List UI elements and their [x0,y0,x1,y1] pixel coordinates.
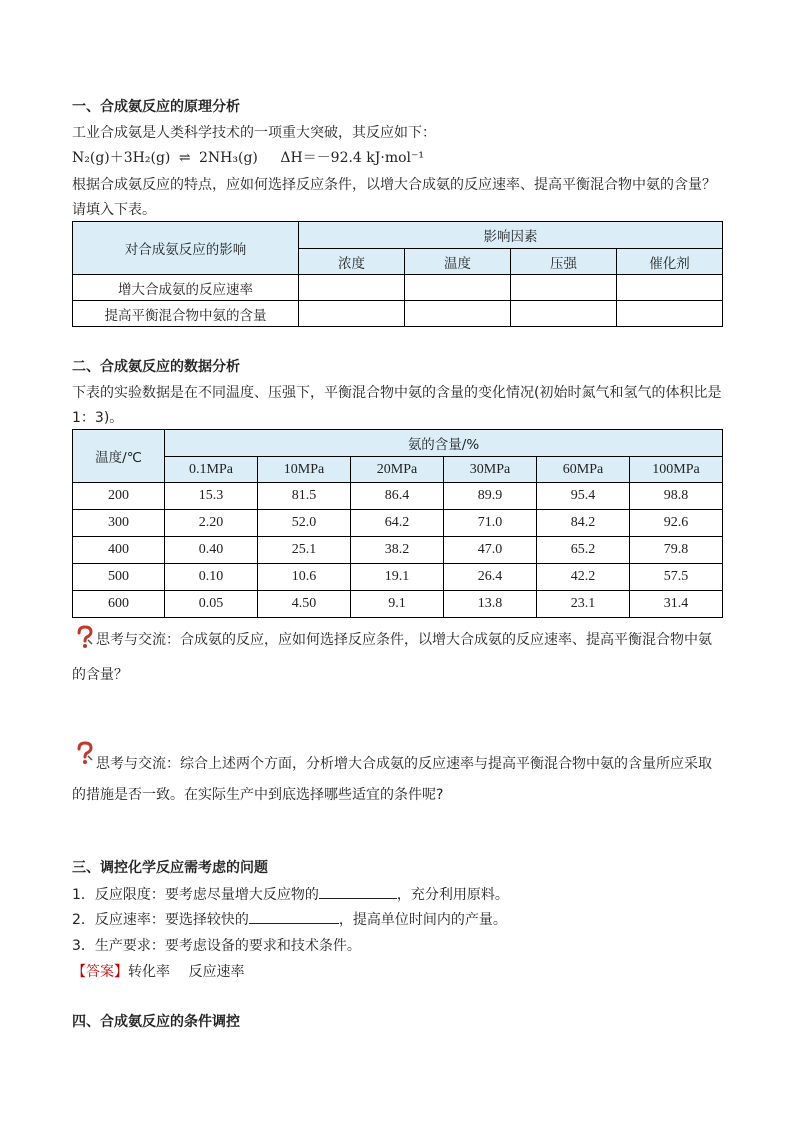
table-row [73,591,723,618]
think-discuss-1: 思考与交流：合成氨的反应，应如何选择反应条件，以增大合成氨的反应速率、提高平衡混合物中氨 [96,632,712,648]
value-cell: 13.8 [444,591,537,618]
pressure-header: 20MPa [351,457,444,483]
value-cell: 52.0 [258,510,351,537]
factor-cell [617,301,723,327]
pressure-header: 30MPa [444,457,537,483]
think-discuss-1-cont: 的含量？ [72,667,128,683]
item2-text: 2．反应速率：要选择较快的 [72,912,249,928]
list-item: 3．生产要求：要考虑设备的要求和技术条件。 [72,938,361,954]
factor-header: 温度 [405,249,511,275]
factor-header: 浓度 [299,249,405,275]
factor-cell [511,301,617,327]
value-cell: 95.4 [537,483,630,510]
list-item [72,909,507,929]
pressure-header: 0.1MPa [165,457,258,483]
value-cell: 84.2 [537,510,630,537]
value-cell: 86.4 [351,483,444,510]
value-cell: 0.40 [165,537,258,564]
value-cell: 89.9 [444,483,537,510]
equation-reactants: N₂(g)＋3H₂(g) [72,150,171,166]
factor-cell [299,275,405,301]
section1-intro: 工业合成氨是人类科学技术的一项重大突破，其反应如下： [72,125,436,141]
value-cell: 4.50 [258,591,351,618]
value-cell: 47.0 [444,537,537,564]
value-cell: 65.2 [537,537,630,564]
equation-enthalpy: ΔH＝－92.4 kJ·mol⁻¹ [280,150,425,166]
factor-cell [511,275,617,301]
temperature-cell: 200 [73,483,165,510]
factor-cell [405,301,511,327]
section1-question: 根据合成氨反应的特点，应如何选择反应条件，以增大合成氨的反应速率、提高平衡混合物中氨的含量？ [72,177,716,193]
table-row [73,510,723,537]
value-cell: 98.8 [630,483,723,510]
fill-blank [319,884,397,899]
value-cell: 26.4 [444,564,537,591]
data-table-group-header: 氨的含量/% [165,430,723,457]
answer-text: 转化率 反应速率 [128,964,245,980]
fill-blank [249,909,339,924]
value-cell: 57.5 [630,564,723,591]
factor-header: 压强 [511,249,617,275]
item1-text: 1．反应限度：要考虑尽量增大反应物的 [72,887,319,903]
factor-row-label: 增大合成氨的反应速率 [73,275,299,301]
value-cell: 10.6 [258,564,351,591]
factor-cell [405,275,511,301]
value-cell: 92.6 [630,510,723,537]
value-cell: 42.2 [537,564,630,591]
value-cell: 23.1 [537,591,630,618]
data-table-corner: 温度/℃ [73,430,165,483]
value-cell: 25.1 [258,537,351,564]
value-cell: 71.0 [444,510,537,537]
factor-cell [617,275,723,301]
section1-heading: 一、合成氨反应的原理分析 [72,99,240,115]
item1-text-end: ，充分利用原料。 [396,887,509,903]
value-cell: 31.4 [630,591,723,618]
value-cell: 38.2 [351,537,444,564]
answer-line [72,961,244,981]
value-cell: 19.1 [351,564,444,591]
ammonia-data-table [72,429,723,618]
temperature-cell: 600 [73,591,165,618]
think-discuss-2: 思考与交流：综合上述两个方面，分析增大合成氨的反应速率与提高平衡混合物中氨的含量所应采取 [96,756,712,772]
section2-heading: 二、合成氨反应的数据分析 [72,359,240,375]
table-row [73,537,723,564]
value-cell: 81.5 [258,483,351,510]
value-cell: 15.3 [165,483,258,510]
temperature-cell: 300 [73,510,165,537]
factor-header: 催化剂 [617,249,723,275]
reaction-equation [72,147,424,167]
value-cell: 64.2 [351,510,444,537]
section1-question-cont: 请填入下表。 [72,202,156,218]
section3-heading: 三、调控化学反应需考虑的问题 [72,860,268,876]
table-row [73,564,723,591]
value-cell: 79.8 [630,537,723,564]
section2-intro: 下表的实验数据是在不同温度、压强下，平衡混合物中氨的含量的变化情况(初始时氮气和氢气的体积比是 [72,385,722,401]
temperature-cell: 500 [73,564,165,591]
pressure-header: 10MPa [258,457,351,483]
factor-row-label: 提高平衡混合物中氨的含量 [73,301,299,327]
value-cell: 9.1 [351,591,444,618]
temperature-cell: 400 [73,537,165,564]
factor-table-group-header: 影响因素 [299,222,723,249]
value-cell: 2.20 [165,510,258,537]
think-discuss-2-cont: 的措施是否一致。在实际生产中到底选择哪些适宜的条件呢? [72,787,444,803]
pressure-header: 100MPa [630,457,723,483]
item2-text-end: ，提高单位时间内的产量。 [338,912,507,928]
list-item [72,884,509,904]
section4-heading: 四、合成氨反应的条件调控 [72,1014,240,1030]
factor-table [72,221,723,327]
equation-products: 2NH₃(g) [199,150,258,166]
value-cell: 0.10 [165,564,258,591]
question-mark-icon [76,741,94,765]
value-cell: 0.05 [165,591,258,618]
factor-table-corner: 对合成氨反应的影响 [73,222,299,275]
section2-intro-cont: 1：3)。 [72,410,124,426]
pressure-header: 60MPa [537,457,630,483]
question-mark-icon [76,625,94,649]
equilibrium-arrow-icon: ⇌ [178,150,191,166]
table-row [73,483,723,510]
factor-cell [299,301,405,327]
answer-tag: 【答案】 [72,964,128,980]
